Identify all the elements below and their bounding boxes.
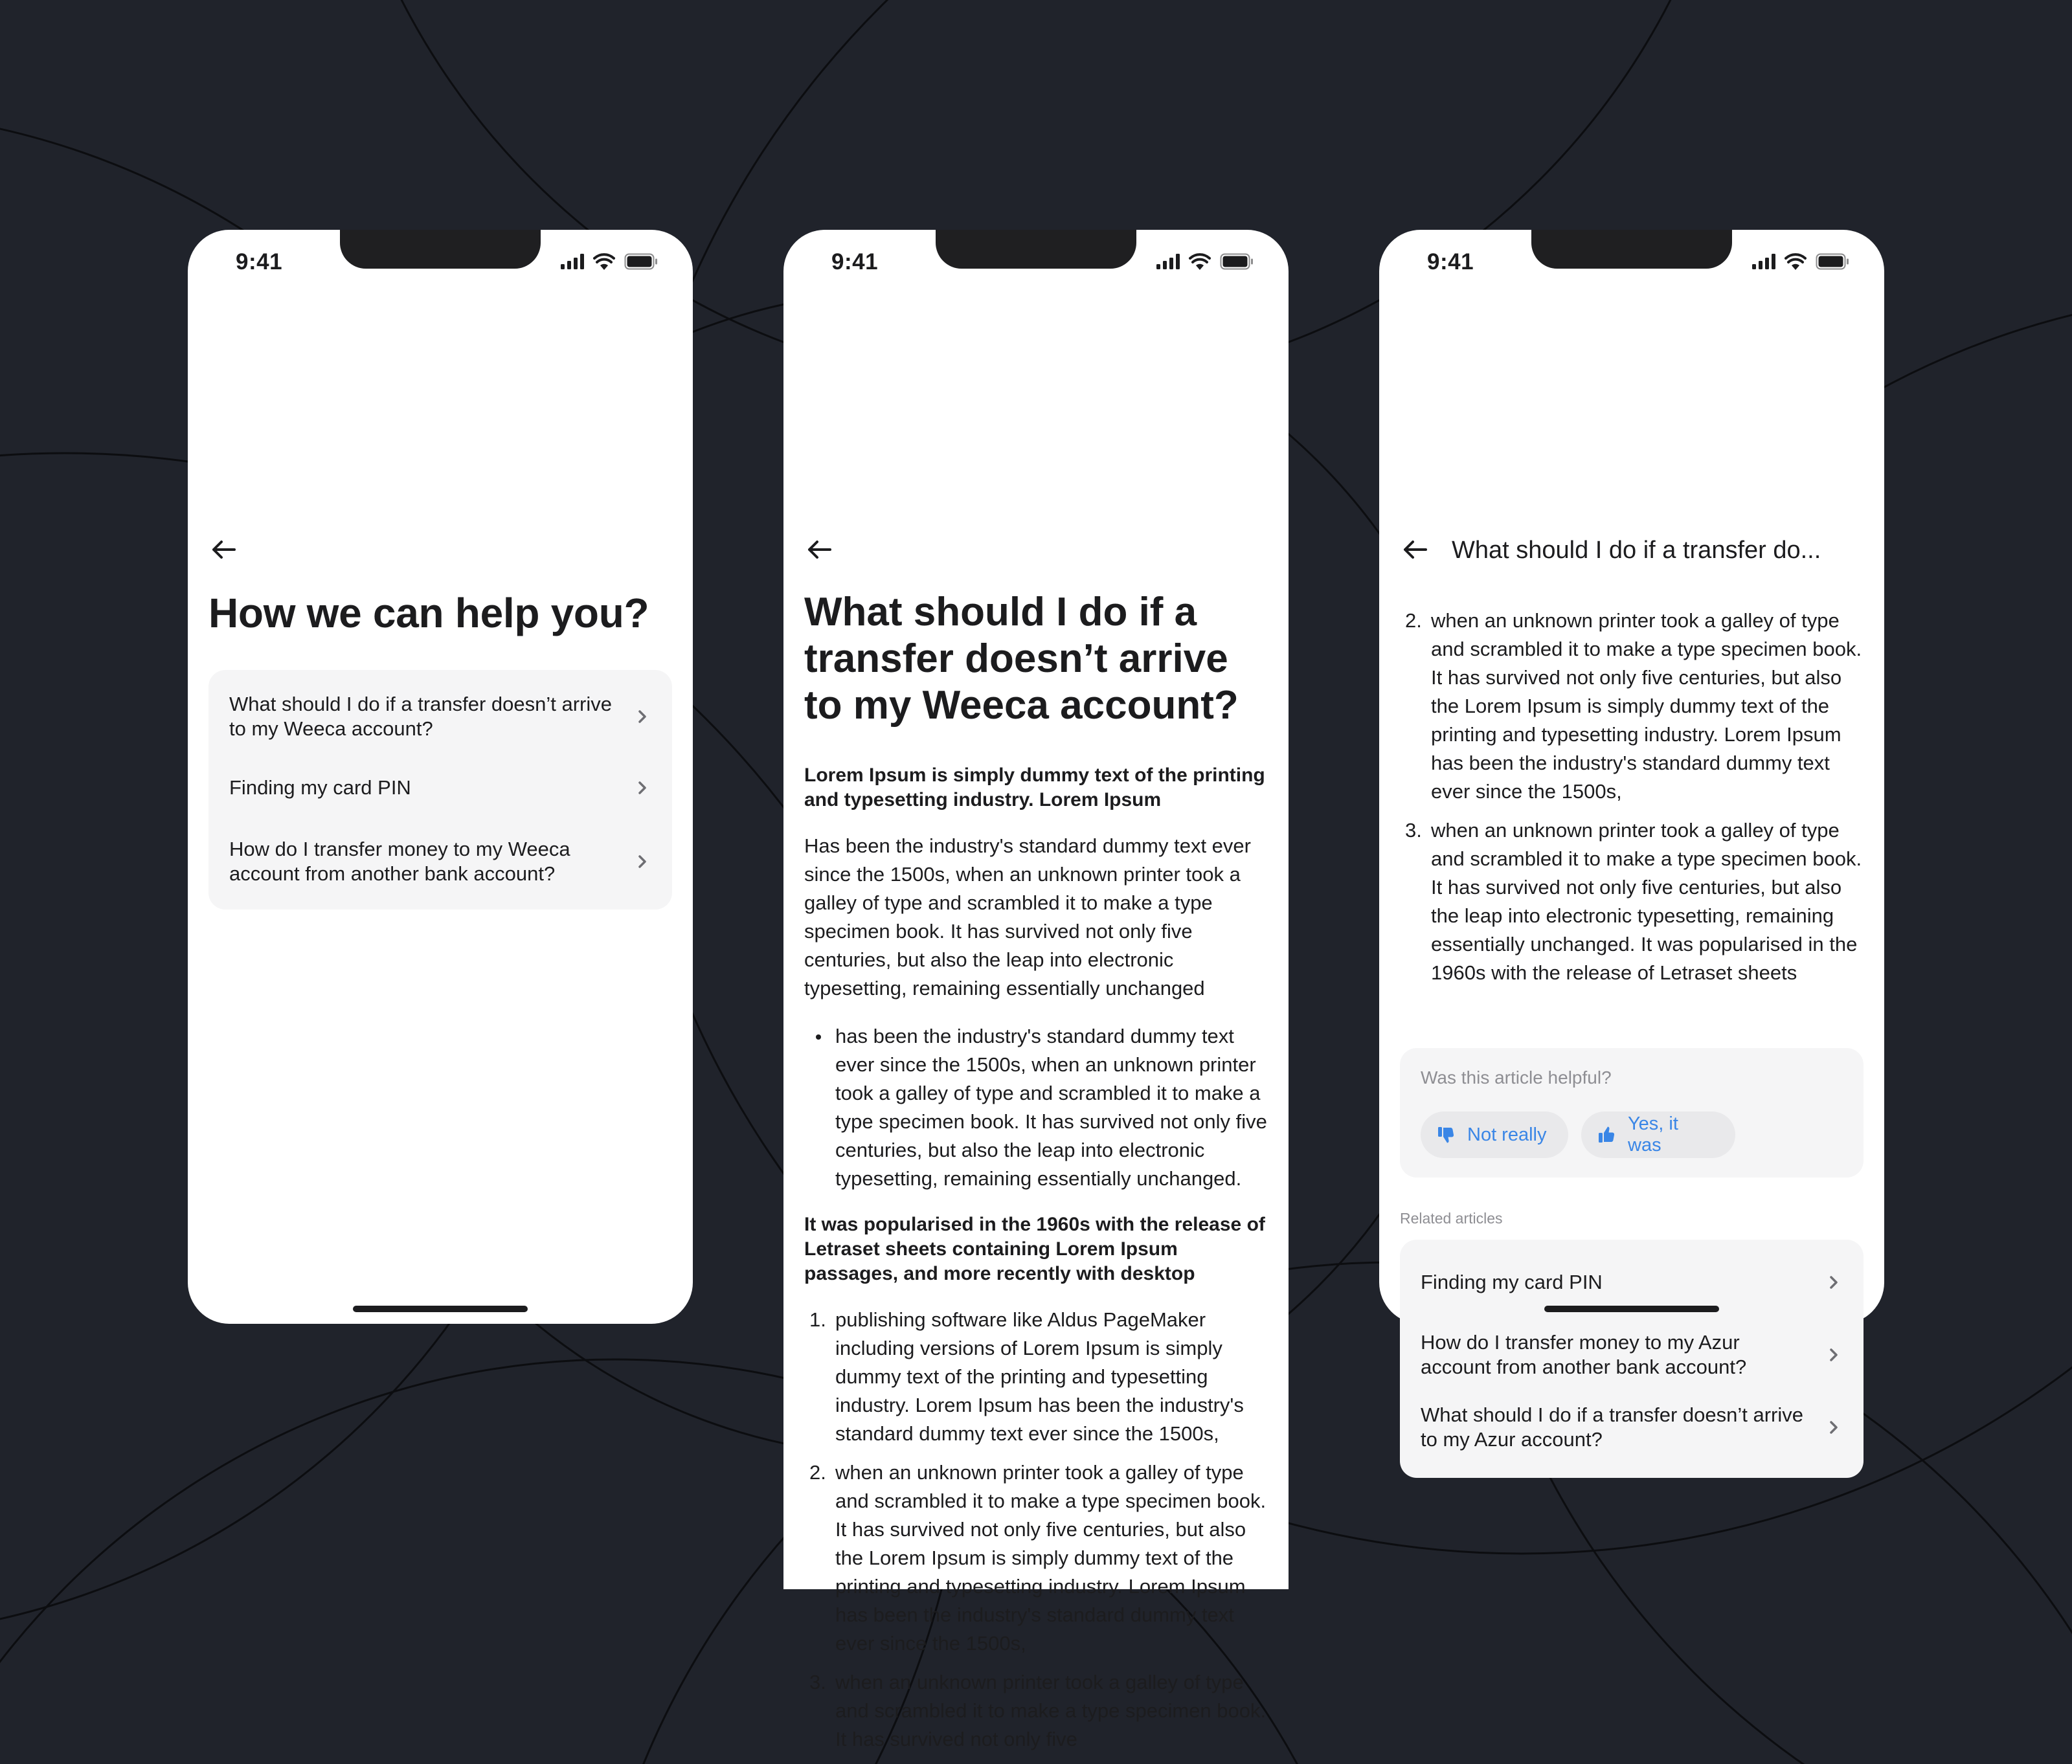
item-text: when an unknown printer took a galley of type and scrambled it to make a type specimen book. It has survived not only five centuries, but also the leap into electronic typesetting, remaining essentially unchanged. It was popularised in the 1960s with the release of Letraset sheets	[1431, 819, 1862, 984]
faq-item-label: Finding my card PIN	[229, 776, 411, 799]
faq-item[interactable]	[208, 755, 672, 820]
status-time: 9:41	[236, 249, 283, 274]
numbered-list	[1400, 607, 1866, 998]
article-paragraph: Has been the industry's standard dummy text ever since the 1500s, when an unknown printer took a galley of type and scrambled it to make a type specimen book. It has survived not only five centuries, but also the leap into electronic typesetting, remaining essentially unchanged	[804, 834, 1251, 999]
notch	[340, 230, 541, 269]
item-number: 3.	[809, 1671, 826, 1693]
bullet-list	[804, 1022, 1270, 1193]
item-number: 3.	[1405, 819, 1422, 842]
numbered-item	[804, 1668, 1270, 1754]
status-icons	[1156, 253, 1254, 270]
battery-icon	[1220, 253, 1254, 270]
status-time: 9:41	[1427, 249, 1474, 274]
phone-screen-article-end	[1379, 230, 1884, 1451]
wifi-icon	[593, 254, 615, 270]
home-indicator	[1544, 1306, 1719, 1312]
wifi-icon	[1785, 254, 1807, 270]
related-article-label: Finding my card PIN	[1421, 1271, 1603, 1293]
numbered-list	[804, 1306, 1270, 1754]
chevron-right-icon	[1826, 1273, 1841, 1292]
numbered-item	[1400, 607, 1866, 806]
notch	[1531, 230, 1732, 269]
related-article-label: How do I transfer money to my Azur account from another bank account?	[1421, 1331, 1747, 1378]
back-button[interactable]	[208, 534, 240, 565]
status-bar	[188, 230, 693, 295]
signal-icon	[561, 254, 584, 269]
item-text: when an unknown printer took a galley of type and scrambled it to make a type specimen book. It has survived not only five centuries, but also the Lorem Ipsum is simply dummy text of the printing and typesetting industry. Lorem Ipsum has been the industry's standard dummy text ever since the 1500s,	[1431, 609, 1862, 803]
numbered-item	[1400, 816, 1866, 987]
faq-list	[208, 670, 672, 910]
item-text: when an unknown printer took a galley of type and scrambled it to make a type specimen book. It has survived not only five	[835, 1671, 1267, 1750]
chevron-right-icon	[1826, 1345, 1841, 1365]
item-number: 2.	[1405, 609, 1422, 632]
thumbs-up-icon	[1597, 1125, 1616, 1144]
arrow-left-icon	[208, 534, 240, 565]
not-helpful-button[interactable]	[1421, 1111, 1568, 1158]
arrow-left-icon	[804, 534, 835, 565]
status-bar	[1379, 230, 1884, 295]
chevron-right-icon	[1826, 1418, 1841, 1437]
related-article-item[interactable]	[1400, 1250, 1864, 1315]
article-body	[804, 763, 1270, 1764]
related-article-label: What should I do if a transfer doesn’t arrive to my Azur account?	[1421, 1403, 1804, 1451]
status-icons	[1752, 253, 1849, 270]
thumbs-down-icon	[1436, 1125, 1456, 1144]
phone-screen-article	[783, 230, 1289, 1750]
phone-screen-help-center	[188, 230, 693, 1324]
status-time: 9:41	[831, 249, 879, 274]
status-bar	[783, 230, 1289, 295]
feedback-question: Was this article helpful?	[1421, 1067, 1612, 1088]
numbered-item	[804, 1458, 1270, 1658]
back-button[interactable]	[804, 534, 835, 565]
related-article-item[interactable]	[1400, 1391, 1864, 1464]
chevron-right-icon	[635, 707, 650, 726]
helpful-label: Yes, it was	[1628, 1113, 1678, 1156]
faq-item[interactable]	[208, 825, 672, 898]
chevron-right-icon	[635, 778, 650, 798]
helpful-button[interactable]	[1581, 1111, 1735, 1158]
header-title: What should I do if a transfer do...	[1452, 537, 1821, 564]
not-helpful-label: Not really	[1467, 1124, 1547, 1145]
item-number: 1.	[809, 1308, 826, 1331]
faq-item[interactable]	[208, 680, 672, 753]
article-lead: Lorem Ipsum is simply dummy text of the printing and typesetting industry. Lorem Ipsum	[804, 765, 1265, 810]
wifi-icon	[1189, 254, 1211, 270]
item-text: publishing software like Aldus PageMaker including versions of Lorem Ipsum is simply dummy text of the printing and typesetting industry. Lorem Ipsum has been the industry's standard dummy text ever since the 1500s,	[835, 1308, 1244, 1445]
signal-icon	[1156, 254, 1180, 269]
item-text: when an unknown printer took a galley of type and scrambled it to make a type specimen book. It has survived not only five centuries, but also the Lorem Ipsum is simply dummy text of the printing and typesetting industry. Lorem Ipsum has been the industry's standard dummy text ever since the 1500s,	[835, 1461, 1267, 1655]
feedback-card	[1400, 1048, 1864, 1178]
related-article-item[interactable]	[1400, 1319, 1864, 1391]
page-title: How we can help you?	[208, 590, 649, 636]
article-title: What should I do if a transfer doesn’t arrive to my Weeca account?	[804, 590, 1239, 728]
article-subheading: It was popularised in the 1960s with the release of Letraset sheets containing Lorem Ipsum passages, and more recently with desktop	[804, 1214, 1265, 1284]
notch	[936, 230, 1136, 269]
arrow-left-icon	[1400, 534, 1431, 565]
faq-item-label: How do I transfer money to my Weeca account from another bank account?	[229, 838, 570, 885]
chevron-right-icon	[635, 852, 650, 871]
related-articles-list	[1400, 1240, 1864, 1478]
related-articles-label: Related articles	[1400, 1210, 1503, 1227]
home-indicator	[353, 1306, 528, 1312]
numbered-item	[804, 1306, 1270, 1448]
battery-icon	[1816, 253, 1849, 270]
signal-icon	[1752, 254, 1775, 269]
status-icons	[561, 253, 658, 270]
item-number: 2.	[809, 1461, 826, 1484]
faq-item-label: What should I do if a transfer doesn’t arrive to my Weeca account?	[229, 693, 613, 740]
bullet-item: has been the industry's standard dummy text ever since the 1500s, when an unknown printer took a galley of type and scrambled it to make a type specimen book. It has survived not only five centuries, but also the leap into electronic typesetting, remaining essentially unchanged.	[804, 1022, 1270, 1193]
battery-icon	[624, 253, 658, 270]
back-button[interactable]	[1400, 534, 1431, 565]
